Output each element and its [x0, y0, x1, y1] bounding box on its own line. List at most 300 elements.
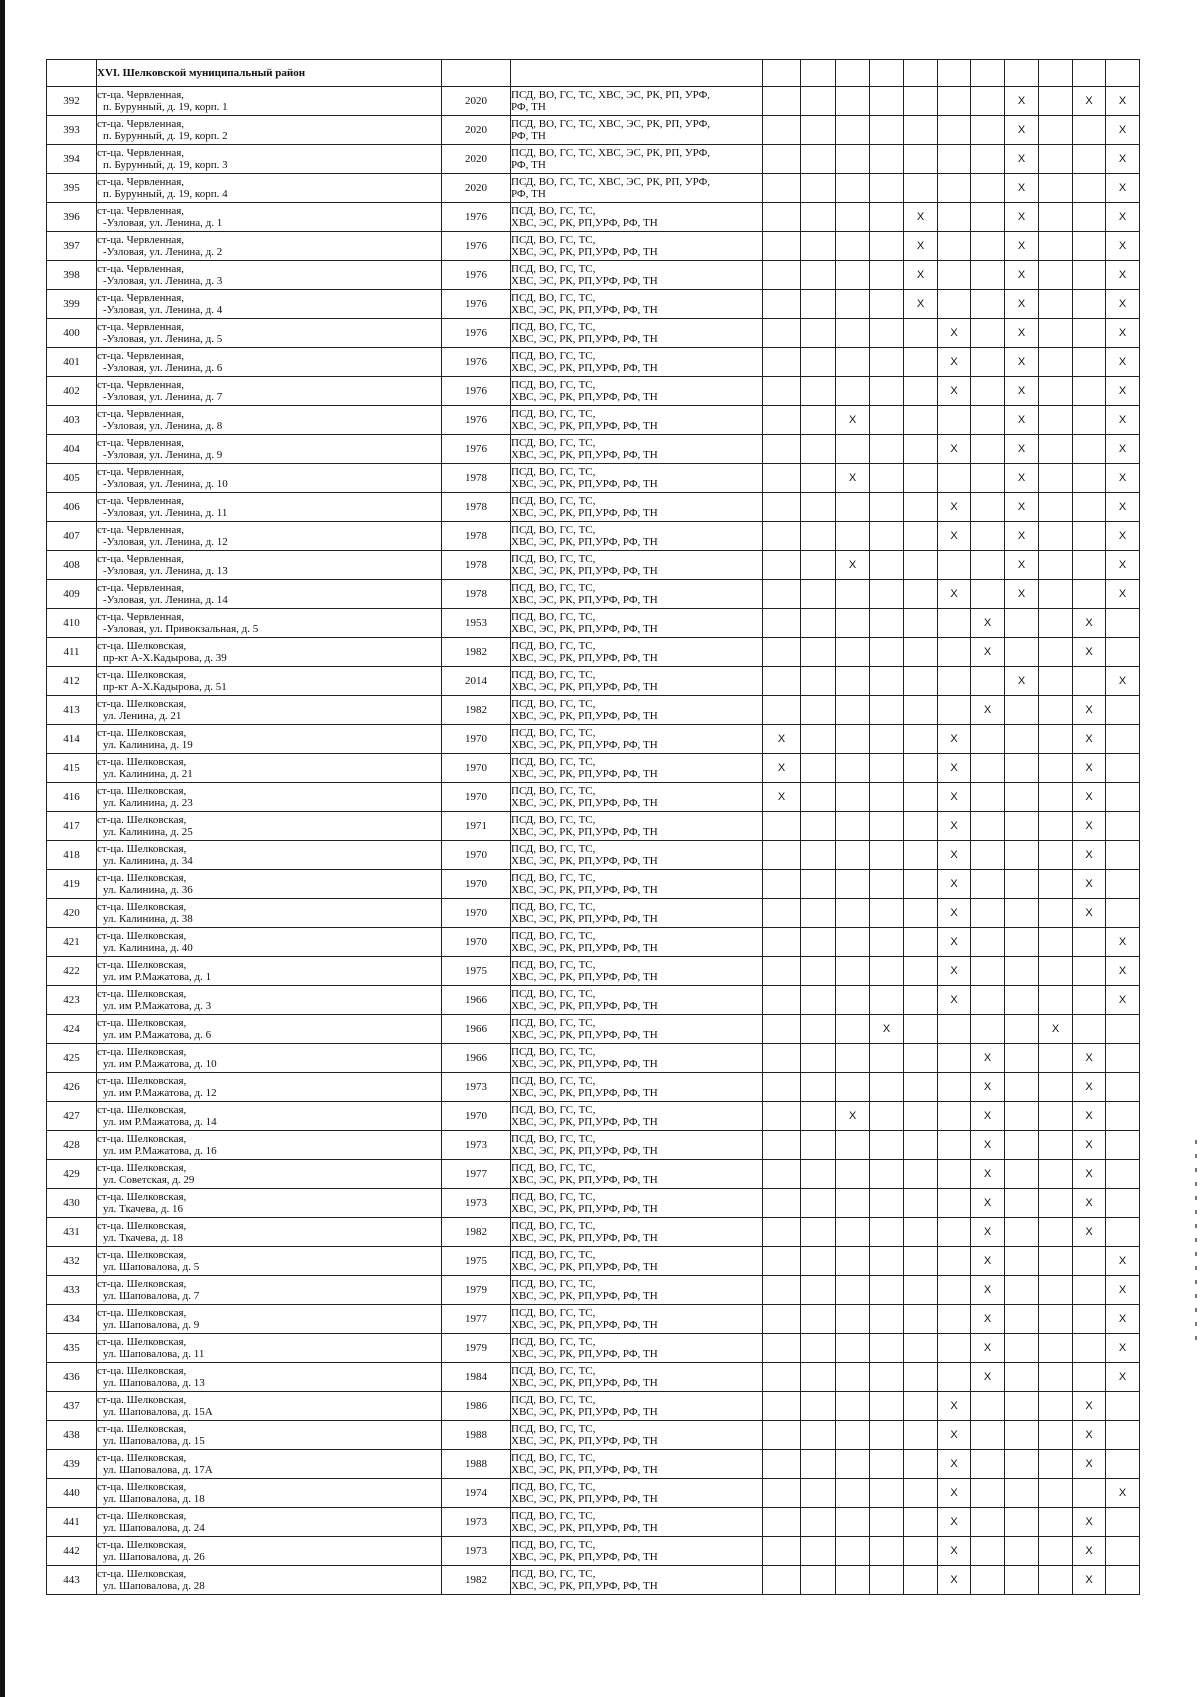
section-empty-cell — [1073, 60, 1106, 87]
mark-cell — [1106, 1392, 1140, 1421]
works-line-1: ПСД, ВО, ГС, ТС, ХВС, ЭС, РК, РП, УРФ, — [511, 89, 711, 101]
mark-cell — [1005, 435, 1039, 464]
mark-cell — [971, 870, 1005, 899]
year-cell: 1974 — [442, 1479, 511, 1508]
works-line-2: ХВС, ЭС, РК, РП,УРФ, РФ, ТН — [511, 1232, 658, 1244]
address-line-2: ул. Шаповалова, д. 28 — [103, 1580, 205, 1592]
mark-cell — [870, 377, 904, 406]
row-number: 406 — [47, 493, 97, 522]
address-line-2: -Узловая, ул. Ленина, д. 11 — [103, 507, 228, 519]
mark-cell — [938, 638, 971, 667]
works-line-1: ПСД, ВО, ГС, ТС, — [511, 1162, 596, 1174]
mark-cell — [904, 319, 938, 348]
mark-cell — [1073, 435, 1106, 464]
works-line-1: ПСД, ВО, ГС, ТС, — [511, 1365, 596, 1377]
year-cell: 1975 — [442, 957, 511, 986]
mark-cell — [801, 841, 836, 870]
works-line-1: ПСД, ВО, ГС, ТС, — [511, 437, 596, 449]
address-line-1: ст-ца. Червленная, — [97, 263, 185, 275]
table-row — [47, 841, 1140, 870]
mark-cell — [904, 638, 938, 667]
address-line-1: ст-ца. Червленная, — [97, 234, 185, 246]
mark-cell — [801, 696, 836, 725]
works-line-1: ПСД, ВО, ГС, ТС, — [511, 321, 596, 333]
mark-cell — [938, 1363, 971, 1392]
mark-cell — [1005, 87, 1039, 116]
mark-cell — [1039, 957, 1073, 986]
year-cell: 1976 — [442, 261, 511, 290]
mark-cell — [870, 783, 904, 812]
mark-cell — [1106, 1044, 1140, 1073]
mark-cell — [904, 1247, 938, 1276]
mark-cell — [870, 1479, 904, 1508]
address-cell — [97, 667, 442, 696]
year-cell: 1976 — [442, 435, 511, 464]
mark-cell — [1073, 1392, 1106, 1421]
year-cell: 1976 — [442, 232, 511, 261]
x-mark: X — [1118, 385, 1127, 397]
mark-cell — [801, 203, 836, 232]
address-line-1: ст-ца. Шелковская, — [97, 814, 187, 826]
mark-cell — [938, 986, 971, 1015]
mark-cell — [870, 551, 904, 580]
section-empty-cell — [971, 60, 1005, 87]
mark-cell — [904, 986, 938, 1015]
works-line-1: ПСД, ВО, ГС, ТС, — [511, 466, 596, 478]
mark-cell — [1106, 1218, 1140, 1247]
mark-cell — [1039, 1450, 1073, 1479]
mark-cell — [1039, 696, 1073, 725]
mark-cell — [763, 522, 801, 551]
address-cell — [97, 609, 442, 638]
address-cell — [97, 1479, 442, 1508]
mark-cell — [1073, 1566, 1106, 1595]
mark-cell — [971, 493, 1005, 522]
mark-cell — [870, 1537, 904, 1566]
mark-cell — [1073, 841, 1106, 870]
section-number-cell — [47, 60, 97, 87]
works-line-2: ХВС, ЭС, РК, РП,УРФ, РФ, ТН — [511, 710, 658, 722]
mark-cell — [1106, 1131, 1140, 1160]
mark-cell — [904, 377, 938, 406]
table-row — [47, 145, 1140, 174]
x-mark: X — [1118, 1371, 1127, 1383]
mark-cell — [801, 1102, 836, 1131]
mark-cell — [870, 493, 904, 522]
mark-cell — [938, 1479, 971, 1508]
mark-cell — [763, 1392, 801, 1421]
mark-cell — [904, 1189, 938, 1218]
address-line-2: п. Бурунный, д. 19, корп. 4 — [103, 188, 228, 200]
mark-cell — [938, 551, 971, 580]
mark-cell — [938, 1044, 971, 1073]
mark-cell — [1073, 1015, 1106, 1044]
row-number: 394 — [47, 145, 97, 174]
mark-cell — [870, 580, 904, 609]
works-line-2: ХВС, ЭС, РК, РП,УРФ, РФ, ТН — [511, 652, 658, 664]
mark-cell — [836, 1566, 870, 1595]
mark-cell — [870, 928, 904, 957]
mark-cell — [801, 1131, 836, 1160]
address-line-2: ул. им Р.Мажатова, д. 14 — [103, 1116, 217, 1128]
mark-cell — [763, 1160, 801, 1189]
works-line-2: ХВС, ЭС, РК, РП,УРФ, РФ, ТН — [511, 768, 658, 780]
address-cell — [97, 1073, 442, 1102]
x-mark: X — [1118, 675, 1127, 687]
mark-cell — [938, 696, 971, 725]
works-cell — [511, 812, 763, 841]
x-mark: X — [950, 936, 958, 948]
mark-cell — [763, 1102, 801, 1131]
address-line-2: ул. им Р.Мажатова, д. 12 — [103, 1087, 217, 1099]
works-line-2: ХВС, ЭС, РК, РП,УРФ, РФ, ТН — [511, 971, 658, 983]
works-cell — [511, 580, 763, 609]
mark-cell — [938, 232, 971, 261]
mark-cell — [763, 580, 801, 609]
x-mark: X — [1017, 240, 1026, 252]
works-line-2: ХВС, ЭС, РК, РП,УРФ, РФ, ТН — [511, 449, 658, 461]
mark-cell — [1039, 116, 1073, 145]
mark-cell — [801, 290, 836, 319]
mark-cell — [870, 203, 904, 232]
mark-cell — [836, 1479, 870, 1508]
works-line-1: ПСД, ВО, ГС, ТС, — [511, 1220, 596, 1232]
mark-cell — [904, 841, 938, 870]
x-mark: X — [950, 733, 958, 745]
mark-cell — [1106, 870, 1140, 899]
mark-cell — [1039, 1015, 1073, 1044]
x-mark: X — [1085, 849, 1093, 861]
mark-cell — [938, 899, 971, 928]
x-mark: X — [950, 1458, 958, 1470]
row-number: 404 — [47, 435, 97, 464]
address-line-1: ст-ца. Шелковская, — [97, 1423, 187, 1435]
year-cell: 2020 — [442, 145, 511, 174]
works-cell — [511, 1015, 763, 1044]
mark-cell — [870, 1392, 904, 1421]
mark-cell — [870, 232, 904, 261]
mark-cell — [971, 145, 1005, 174]
address-line-2: ул. Шаповалова, д. 24 — [103, 1522, 205, 1534]
x-mark: X — [950, 385, 958, 397]
mark-cell — [1005, 319, 1039, 348]
mark-cell — [870, 1305, 904, 1334]
row-number: 410 — [47, 609, 97, 638]
works-line-2: ХВС, ЭС, РК, РП,УРФ, РФ, ТН — [511, 1319, 658, 1331]
works-line-1: ПСД, ВО, ГС, ТС, — [511, 234, 596, 246]
mark-cell — [1073, 1189, 1106, 1218]
mark-cell — [938, 1247, 971, 1276]
address-line-1: ст-ца. Шелковская, — [97, 785, 187, 797]
x-mark: X — [983, 1110, 992, 1122]
mark-cell — [836, 986, 870, 1015]
mark-cell — [870, 1566, 904, 1595]
address-line-1: ст-ца. Червленная, — [97, 611, 185, 623]
mark-cell — [1073, 203, 1106, 232]
mark-cell — [938, 145, 971, 174]
mark-cell — [801, 377, 836, 406]
mark-cell — [836, 522, 870, 551]
mark-cell — [1039, 1160, 1073, 1189]
mark-cell — [801, 754, 836, 783]
works-line-1: ПСД, ВО, ГС, ТС, — [511, 1481, 596, 1493]
mark-cell — [801, 1363, 836, 1392]
mark-cell — [801, 609, 836, 638]
table-row — [47, 406, 1140, 435]
row-number: 393 — [47, 116, 97, 145]
mark-cell — [1073, 812, 1106, 841]
mark-cell — [971, 261, 1005, 290]
mark-cell — [836, 580, 870, 609]
x-mark: X — [1118, 1255, 1127, 1267]
section-empty-cell — [801, 60, 836, 87]
works-line-2: ХВС, ЭС, РК, РП,УРФ, РФ, ТН — [511, 478, 658, 490]
address-line-1: ст-ца. Шелковская, — [97, 1133, 187, 1145]
address-line-1: ст-ца. Червленная, — [97, 582, 185, 594]
mark-cell — [904, 1015, 938, 1044]
address-line-1: ст-ца. Шелковская, — [97, 1162, 187, 1174]
x-mark: X — [1118, 153, 1127, 165]
works-line-1: ПСД, ВО, ГС, ТС, — [511, 843, 596, 855]
mark-cell — [870, 1160, 904, 1189]
address-line-1: ст-ца. Шелковская, — [97, 1278, 187, 1290]
mark-cell — [904, 87, 938, 116]
x-mark: X — [848, 414, 857, 426]
mark-cell — [1073, 1450, 1106, 1479]
address-line-2: ул. Калинина, д. 36 — [103, 884, 193, 896]
mark-cell — [1073, 290, 1106, 319]
works-cell — [511, 1508, 763, 1537]
mark-cell — [1106, 1073, 1140, 1102]
mark-cell — [1073, 1305, 1106, 1334]
mark-cell — [1039, 377, 1073, 406]
mark-cell — [938, 1102, 971, 1131]
mark-cell — [1106, 754, 1140, 783]
section-empty-cell — [1106, 60, 1140, 87]
works-line-1: ПСД, ВО, ГС, ТС, — [511, 1104, 596, 1116]
address-line-2: ул. им Р.Мажатова, д. 6 — [103, 1029, 212, 1041]
year-cell: 1973 — [442, 1189, 511, 1218]
mark-cell — [1039, 1479, 1073, 1508]
mark-cell — [763, 377, 801, 406]
year-cell: 1978 — [442, 464, 511, 493]
table-row — [47, 1508, 1140, 1537]
address-cell — [97, 493, 442, 522]
mark-cell — [763, 551, 801, 580]
mark-cell — [938, 1537, 971, 1566]
row-number: 413 — [47, 696, 97, 725]
x-mark: X — [1017, 443, 1026, 455]
mark-cell — [1106, 1450, 1140, 1479]
x-mark: X — [1118, 327, 1127, 339]
table-row — [47, 1305, 1140, 1334]
mark-cell — [870, 841, 904, 870]
mark-cell — [1005, 609, 1039, 638]
x-mark: X — [1085, 95, 1093, 107]
x-mark: X — [1085, 791, 1093, 803]
address-line-2: -Узловая, ул. Ленина, д. 13 — [103, 565, 228, 577]
mark-cell — [836, 1131, 870, 1160]
address-line-2: ул. Шаповалова, д. 11 — [103, 1348, 205, 1360]
x-mark: X — [1118, 240, 1127, 252]
mark-cell — [1039, 1131, 1073, 1160]
mark-cell — [1073, 1131, 1106, 1160]
mark-cell — [836, 1305, 870, 1334]
row-number: 440 — [47, 1479, 97, 1508]
x-mark: X — [1118, 1313, 1127, 1325]
mark-cell — [801, 1566, 836, 1595]
section-header-row — [47, 60, 1140, 87]
mark-cell — [971, 986, 1005, 1015]
x-mark: X — [1118, 414, 1127, 426]
mark-cell — [1106, 609, 1140, 638]
mark-cell — [1005, 899, 1039, 928]
mark-cell — [801, 1421, 836, 1450]
mark-cell — [971, 638, 1005, 667]
address-cell — [97, 348, 442, 377]
mark-cell — [971, 87, 1005, 116]
table-row — [47, 1015, 1140, 1044]
address-line-2: ул. Калинина, д. 40 — [103, 942, 193, 954]
table-row — [47, 203, 1140, 232]
address-cell — [97, 1305, 442, 1334]
works-line-1: ПСД, ВО, ГС, ТС, — [511, 872, 596, 884]
mark-cell — [938, 928, 971, 957]
table-row — [47, 1276, 1140, 1305]
mark-cell — [801, 1305, 836, 1334]
mark-cell — [1005, 667, 1039, 696]
mark-cell — [904, 1421, 938, 1450]
mark-cell — [1005, 116, 1039, 145]
row-number: 415 — [47, 754, 97, 783]
mark-cell — [938, 1276, 971, 1305]
mark-cell — [1073, 957, 1106, 986]
mark-cell — [1106, 1537, 1140, 1566]
mark-cell — [801, 1392, 836, 1421]
x-mark: X — [848, 559, 857, 571]
mark-cell — [1039, 1044, 1073, 1073]
table-row — [47, 522, 1140, 551]
mark-cell — [938, 1305, 971, 1334]
row-number: 422 — [47, 957, 97, 986]
x-mark: X — [983, 1284, 992, 1296]
address-cell — [97, 928, 442, 957]
address-line-1: ст-ца. Шелковская, — [97, 1104, 187, 1116]
year-cell: 1976 — [442, 203, 511, 232]
mark-cell — [1039, 1305, 1073, 1334]
mark-cell — [971, 174, 1005, 203]
x-mark: X — [950, 1545, 958, 1557]
works-cell — [511, 493, 763, 522]
mark-cell — [801, 406, 836, 435]
year-cell: 1978 — [442, 551, 511, 580]
mark-cell — [1106, 1102, 1140, 1131]
mark-cell — [971, 1015, 1005, 1044]
mark-cell — [763, 1479, 801, 1508]
address-line-1: ст-ца. Червленная, — [97, 118, 185, 130]
table-row — [47, 1102, 1140, 1131]
mark-cell — [971, 1305, 1005, 1334]
mark-cell — [971, 1044, 1005, 1073]
x-mark: X — [1017, 414, 1026, 426]
address-cell — [97, 435, 442, 464]
table-row — [47, 1334, 1140, 1363]
row-number: 443 — [47, 1566, 97, 1595]
mark-cell — [1073, 870, 1106, 899]
works-cell — [511, 145, 763, 174]
mark-cell — [938, 261, 971, 290]
mark-cell — [801, 1334, 836, 1363]
mark-cell — [971, 290, 1005, 319]
x-mark: X — [1118, 559, 1127, 571]
mark-cell — [763, 1363, 801, 1392]
works-line-2: ХВС, ЭС, РК, РП,УРФ, РФ, ТН — [511, 565, 658, 577]
works-line-2: ХВС, ЭС, РК, РП,УРФ, РФ, ТН — [511, 1174, 658, 1186]
mark-cell — [938, 290, 971, 319]
mark-cell — [1106, 319, 1140, 348]
mark-cell — [1005, 957, 1039, 986]
mark-cell — [904, 1102, 938, 1131]
table-row — [47, 1247, 1140, 1276]
works-cell — [511, 638, 763, 667]
address-line-2: -Узловая, ул. Привокзальная, д. 5 — [103, 623, 259, 635]
row-number: 417 — [47, 812, 97, 841]
mark-cell — [1039, 464, 1073, 493]
mark-cell — [1039, 1102, 1073, 1131]
mark-cell — [1005, 377, 1039, 406]
mark-cell — [1073, 145, 1106, 174]
works-line-2: ХВС, ЭС, РК, РП,УРФ, РФ, ТН — [511, 1493, 658, 1505]
address-cell — [97, 377, 442, 406]
mark-cell — [870, 1363, 904, 1392]
works-line-2: ХВС, ЭС, РК, РП,УРФ, РФ, ТН — [511, 884, 658, 896]
works-cell — [511, 1334, 763, 1363]
mark-cell — [801, 319, 836, 348]
mark-cell — [938, 174, 971, 203]
mark-cell — [763, 464, 801, 493]
mark-cell — [904, 754, 938, 783]
year-cell: 1970 — [442, 783, 511, 812]
table-row — [47, 1218, 1140, 1247]
section-empty-cell — [1005, 60, 1039, 87]
mark-cell — [801, 435, 836, 464]
works-line-2: ХВС, ЭС, РК, РП,УРФ, РФ, ТН — [511, 420, 658, 432]
x-mark: X — [848, 1110, 857, 1122]
x-mark: X — [1118, 994, 1127, 1006]
mark-cell — [763, 290, 801, 319]
year-cell: 1988 — [442, 1421, 511, 1450]
mark-cell — [870, 435, 904, 464]
address-cell — [97, 1218, 442, 1247]
table-row — [47, 232, 1140, 261]
mark-cell — [971, 203, 1005, 232]
mark-cell — [1039, 435, 1073, 464]
address-line-1: ст-ца. Шелковская, — [97, 1075, 187, 1087]
x-mark: X — [950, 907, 958, 919]
address-line-1: ст-ца. Шелковская, — [97, 901, 187, 913]
works-cell — [511, 232, 763, 261]
mark-cell — [1039, 899, 1073, 928]
mark-cell — [904, 1392, 938, 1421]
x-mark: X — [1017, 675, 1026, 687]
address-line-1: ст-ца. Шелковская, — [97, 1365, 187, 1377]
mark-cell — [1073, 696, 1106, 725]
mark-cell — [971, 406, 1005, 435]
mark-cell — [870, 1276, 904, 1305]
works-line-1: ПСД, ВО, ГС, ТС, — [511, 1510, 596, 1522]
x-mark: X — [983, 1342, 992, 1354]
address-cell — [97, 1392, 442, 1421]
